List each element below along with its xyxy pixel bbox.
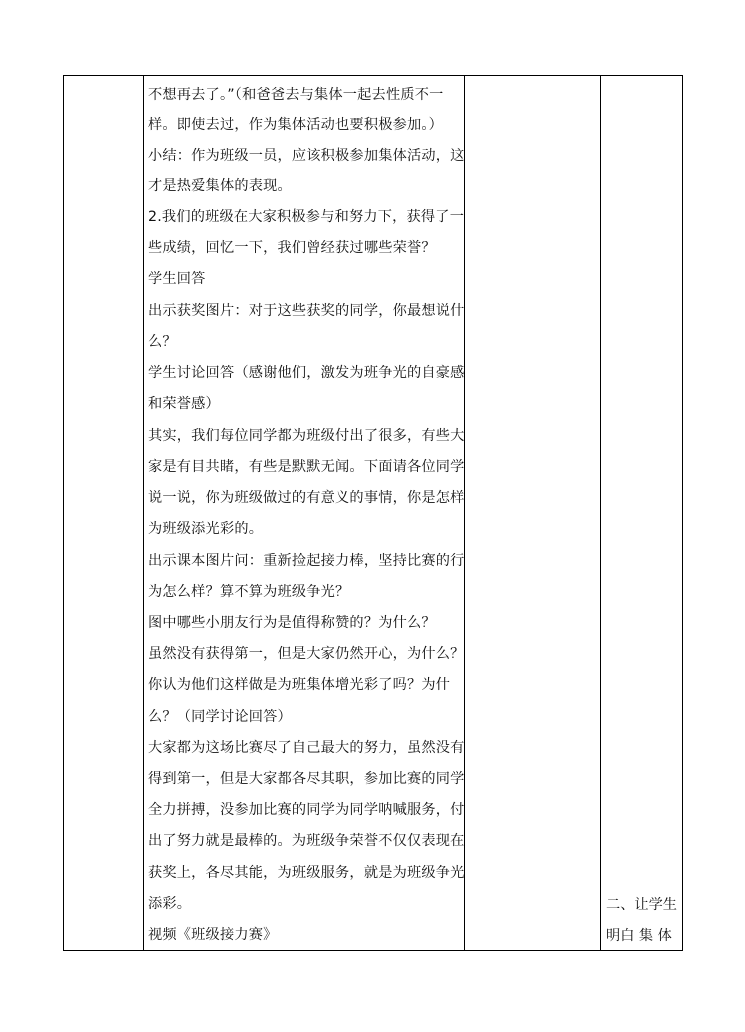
text-line: 你认为他们这样做是为班集体增光彩了吗？为什 <box>148 677 451 693</box>
text-line: 样。即使去过，作为集体活动也要积极参加。） <box>148 117 444 133</box>
text-line: 家是有目共睹，有些是默默无闻。下面请各位同学 <box>148 459 465 475</box>
text-line: 添彩。 <box>148 896 192 912</box>
text-line: 些成绩，回忆一下，我们曾经获过哪些荣誉？ <box>148 240 436 256</box>
column-divider-3 <box>600 76 601 950</box>
column-divider-1 <box>143 76 144 950</box>
text-line: 说一说，你为班级做过的有意义的事情，你是怎样 <box>148 490 465 506</box>
text-line: 学生回答 <box>148 271 206 287</box>
text-line: 小结：作为班级一员，应该积极参加集体活动，这 <box>148 148 465 164</box>
text-line: 出示课本图片问：重新捡起接力棒，坚持比赛的行 <box>148 553 465 569</box>
lesson-plan-table <box>63 75 683 951</box>
text-line: 虽然没有获得第一，但是大家仍然开心，为什么？ <box>148 646 465 662</box>
text-line: 全力拼搏，没参加比赛的同学为同学呐喊服务，付 <box>148 802 465 818</box>
text-line: 为怎么样？算不算为班级争光？ <box>148 584 350 600</box>
text-line: 才是热爱集体的表现。 <box>148 178 292 194</box>
design-intent-line: 二、让学生 <box>606 897 677 913</box>
text-line: 为班级添光彩的。 <box>148 521 264 537</box>
text-line: 么？ <box>148 334 177 350</box>
text-line: 获奖上，各尽其能，为班级服务，就是为班级争光 <box>148 865 465 881</box>
text-line: 出了努力就是最棒的。为班级争荣誉不仅仅表现在 <box>148 833 465 849</box>
text-line: 其实，我们每位同学都为班级付出了很多，有些大 <box>148 428 465 444</box>
text-line: 么？（同学讨论回答） <box>148 709 292 725</box>
text-line: 图中哪些小朋友行为是值得称赞的？为什么？ <box>148 615 436 631</box>
text-line: 视频《班级接力赛》 <box>148 927 278 943</box>
text-line: 2.我们的班级在大家积极参与和努力下，获得了一 <box>148 209 465 225</box>
text-line: 出示获奖图片：对于这些获奖的同学，你最想说什 <box>148 303 465 319</box>
text-line: 大家都为这场比赛尽了自己最大的努力，虽然没有 <box>148 740 465 756</box>
text-line: 学生讨论回答（感谢他们，激发为班争光的自豪感 <box>148 365 465 381</box>
text-line: 不想再去了。”（和爸爸去与集体一起去性质不一 <box>148 87 444 103</box>
design-intent-line: 明白 集 体 <box>606 928 672 944</box>
text-line: 和荣誉感） <box>148 396 220 412</box>
text-line: 得到第一，但是大家都各尽其职，参加比赛的同学 <box>148 771 465 787</box>
